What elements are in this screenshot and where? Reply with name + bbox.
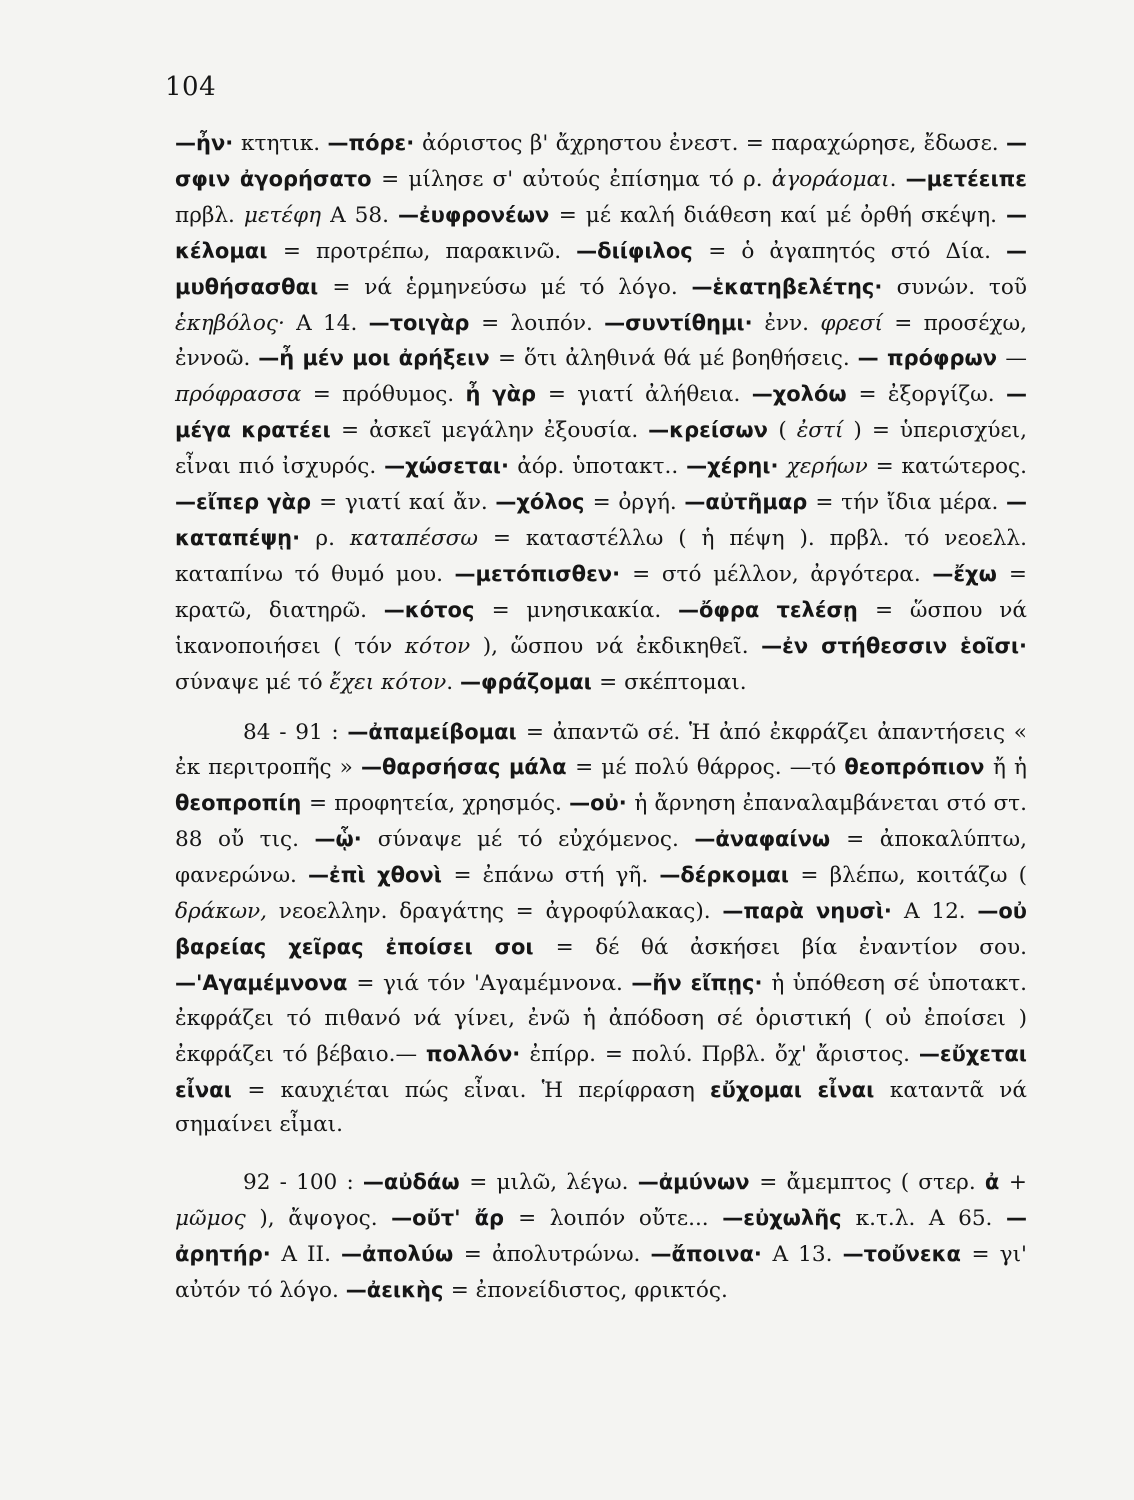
gloss-text: = ὁ ἀγαπητός στό Δία.	[708, 238, 1006, 264]
gloss-text: ἤ ἡ	[993, 755, 1027, 781]
lemma-term: —αὐτῆμαρ	[684, 490, 816, 515]
commentary-paragraph	[175, 126, 1027, 701]
lemma-term: —εὔχεται εἶναι	[175, 1041, 1027, 1102]
gloss-text: = νά ἑρμηνεύσω μέ τό λόγο.	[332, 274, 692, 300]
lemma-term: —δέρκομαι	[659, 863, 801, 888]
gloss-text: = ὥσπου νά ἱκανοποιήσει ( τόν	[175, 597, 1027, 659]
lemma-term: —ἀμύνων	[637, 1169, 760, 1194]
lemma-term: ἦ γὰρ	[465, 382, 548, 407]
lemma-term: —κρείσων	[648, 418, 779, 443]
commentary-body	[175, 126, 1027, 1330]
gloss-text: κτητικ.	[241, 131, 328, 156]
gloss-text: ἀόριστος β' ἄχρηστου ἐνεστ. = παραχώρησε, ἔδωσε.	[422, 131, 1006, 156]
italic-form: κότον	[404, 633, 471, 659]
gloss-text: = μέ πολύ θάρρος. —τό	[575, 755, 845, 781]
lemma-term: —θαρσήσας μάλα	[360, 755, 576, 780]
italic-form: ἔχει κότον	[329, 669, 447, 695]
gloss-text: = πρόθυμος.	[301, 382, 466, 408]
gloss-text: κ.τ.λ. Α 65.	[855, 1205, 1006, 1231]
italic-form: ἐστί	[796, 418, 844, 444]
gloss-text: = λοιπόν.	[481, 310, 605, 336]
gloss-text: = γι' αὐτόν τό λόγο.	[175, 1241, 1027, 1303]
lemma-term: —ἦν·	[175, 131, 241, 155]
lemma-term: εὔχομαι εἶναι	[709, 1077, 890, 1102]
gloss-text: = ὅτι ἀληθινά θά μέ βοηθήσεις.	[497, 346, 858, 372]
lemma-term: —ὄφρα τελέσῃ	[677, 597, 876, 622]
gloss-text: Α 58.	[321, 202, 398, 228]
gloss-text: σύναψε μέ τό	[175, 669, 330, 695]
lemma-term: θεοπρόπιον	[844, 755, 994, 780]
italic-form: φρεσί	[820, 310, 883, 336]
lemma-term: —εἴπερ γὰρ	[175, 490, 320, 515]
gloss-text: ἐπίρρ. = πολύ. Πρβλ. ὄχ' ἄριστος.	[529, 1041, 919, 1067]
lemma-term: —παρὰ νηυσὶ·	[722, 899, 905, 924]
italic-form: μετέφη	[243, 202, 322, 228]
gloss-text: = ἐξοργίζω.	[858, 382, 1006, 408]
lemma-term: —ἦ μέν μοι ἀρήξειν	[258, 346, 498, 371]
lemma-term: —χολόω	[751, 382, 859, 407]
lemma-term: —χέρηι·	[686, 454, 787, 479]
lemma-term: —ἀναφαίνω	[694, 827, 847, 852]
gloss-text: = προφητεία, χρησμός.	[309, 791, 570, 817]
lemma-term: —σφιν ἀγορήσατο	[175, 131, 1027, 191]
gloss-text: .	[889, 166, 906, 192]
gloss-text: = δέ θά ἀσκήσει βία ἐναντίον σου.	[555, 934, 1027, 960]
gloss-text: = γιά τόν 'Αγαμέμνονα.	[356, 970, 632, 996]
italic-form: ἀγοράομαι	[771, 166, 890, 192]
gloss-text: σύναψε μέ τό εὐχόμενος.	[377, 827, 695, 853]
gloss-text: Α 12.	[904, 899, 978, 925]
lemma-term: —ᾧ·	[314, 827, 378, 852]
italic-form: καταπέσσω	[349, 525, 478, 551]
gloss-text: Α 14.	[284, 310, 369, 336]
gloss-text: —	[1005, 346, 1027, 372]
lemma-term: —συντίθημι·	[604, 310, 765, 335]
gloss-text: καταντᾶ νά σημαίνει εἶμαι.	[175, 1077, 1027, 1138]
italic-form: ἑκηβόλος·	[175, 310, 285, 336]
gloss-text: = κρατῶ, διατηρῶ.	[175, 561, 1027, 623]
gloss-text: = προσέχω, ἐννοῶ.	[175, 310, 1027, 372]
lemma-term: —τοιγὰρ	[368, 310, 482, 335]
italic-form: μῶμος	[175, 1205, 246, 1231]
gloss-text: = καταστέλλω ( ἡ πέψη ). πρβλ. τό νεοελλ. καταπίνω τό θυμό μου.	[175, 525, 1027, 587]
lemma-term: —τοὔνεκα	[842, 1241, 972, 1266]
gloss-text: +	[1008, 1169, 1027, 1195]
gloss-text: ἡ ὑπόθεση σέ ὑποτακτ. ἐκφράζει τό πιθανό νά γίνει, ἐνῶ ἡ ἀπόδοση σέ ὁριστική ( οὐ ἐποίσει ) ἐκφράζει τό βέβαιο.—	[175, 970, 1027, 1067]
gloss-text: = ἄμεμπτος ( στερ.	[759, 1169, 985, 1195]
gloss-text: = μέ καλή διάθεση καί μέ ὀρθή σκέψη.	[558, 202, 1006, 228]
lemma-term: θεοπροπίη	[175, 791, 309, 816]
lemma-term: —οὐ βαρείας χεῖρας ἐποίσει σοι	[175, 899, 1027, 959]
lemma-term: πολλόν·	[425, 1041, 530, 1066]
page-number: 104	[165, 72, 217, 102]
gloss-text: νεοελλην. δραγάτης = ἀγροφύλακας).	[267, 899, 723, 925]
gloss-text: = καυχιέται πώς εἶναι. Ἡ περίφραση	[247, 1077, 710, 1103]
gloss-text: (	[778, 418, 797, 444]
lemma-term: —ἐν στήθεσσιν ἑοῖσι·	[761, 633, 1027, 658]
gloss-text: = σκέπτομαι.	[599, 669, 747, 695]
gloss-text: ἐνν.	[764, 310, 821, 336]
lemma-term: —χώσεται·	[384, 454, 518, 479]
gloss-text: = ἀπολυτρώνω.	[463, 1241, 651, 1267]
gloss-text: = ἐπονείδιστος, φρικτός.	[450, 1277, 728, 1303]
lemma-term: —κέλομαι	[175, 202, 1027, 263]
gloss-text: Α ΙΙ.	[281, 1241, 342, 1267]
lemma-term: — πρόφρων	[857, 346, 1006, 371]
italic-form: χερήων	[786, 454, 868, 480]
lemma-term: —μέγα κρατέει	[175, 382, 1027, 443]
gloss-text: = προτρέπω, παρακινῶ.	[282, 238, 577, 264]
gloss-text: ἀόρ. ὑποτακτ..	[517, 454, 687, 480]
gloss-text: .	[446, 669, 461, 695]
gloss-text: = γιατί ἀλήθεια.	[547, 382, 752, 408]
lemma-term: —'Αγαμέμνονα	[175, 970, 357, 995]
gloss-text: = ἀπαντῶ σέ. Ἡ ἀπό ἐκφράζει ἀπαντήσεις « ἐκ περιτροπῆς »	[175, 719, 1027, 781]
gloss-text: ) = ὑπερισχύει, εἶναι πιό ἰσχυρός.	[175, 418, 1028, 480]
gloss-text: Α 13.	[772, 1241, 843, 1267]
lemma-term: —φράζομαι	[460, 669, 600, 694]
lemma-term: —ἔχω	[932, 561, 1009, 586]
lemma-term: —ἐπὶ χθονὶ	[308, 863, 454, 888]
gloss-text: = ὀργή.	[592, 490, 685, 516]
gloss-text: = κατώτερος.	[867, 454, 1027, 480]
lemma-term: —κότος	[383, 597, 492, 622]
gloss-text: = ἀποκαλύπτω, φανερώνω.	[175, 827, 1028, 889]
lemma-term: —μυθήσασθαι	[175, 238, 1027, 299]
italic-form: δράκων,	[175, 899, 268, 925]
gloss-text: = βλέπω, κοιτάζω (	[800, 863, 1027, 889]
lemma-term: —ἀπολύω	[341, 1241, 464, 1266]
lemma-term: —χόλος	[495, 490, 593, 515]
gloss-text: = μνησικακία.	[491, 597, 678, 623]
lemma-term: —ἤν εἴπῃς·	[631, 970, 772, 995]
lemma-term: —διίφιλος	[576, 238, 709, 263]
lemma-term: —πόρε·	[327, 131, 422, 155]
lemma-term: —οὔτ' ἄρ	[391, 1205, 519, 1230]
lemma-term: —ἀεικὴς	[345, 1277, 451, 1302]
commentary-paragraph	[175, 715, 1027, 1144]
lemma-term: —ἀρητήρ·	[175, 1205, 1027, 1266]
commentary-paragraph	[175, 1165, 1027, 1309]
gloss-text: = τήν ἴδια μέρα.	[815, 490, 1006, 516]
gloss-text: = μιλῶ, λέγω.	[469, 1169, 638, 1195]
lemma-term: —ἐυφρονέων	[397, 202, 559, 227]
gloss-text: = μίλησε σ' αὐτούς ἐπίσημα τό ρ.	[381, 166, 772, 192]
lemma-term: —εὐχωλῆς	[722, 1205, 856, 1230]
gloss-text: συνών. τοῦ	[896, 274, 1027, 300]
gloss-text: = γιατί καί ἄν.	[319, 490, 496, 516]
gloss-text: = λοιπόν οὔτε...	[518, 1205, 723, 1231]
gloss-text: 92 - 100 :	[243, 1169, 363, 1195]
gloss-text: = στό μέλλον, ἀργότερα.	[632, 561, 933, 587]
gloss-text: 84 - 91 :	[243, 719, 348, 745]
lemma-term: —ἑκατηβελέτης·	[691, 274, 897, 299]
lemma-term: —ἄποινα·	[650, 1241, 773, 1266]
lemma-term: ἀ	[984, 1169, 1009, 1194]
lemma-term: —αὐδάω	[362, 1169, 470, 1194]
lemma-term: —ἀπαμείβομαι	[347, 719, 526, 744]
gloss-text: πρβλ.	[175, 202, 244, 228]
lemma-term: —μετέειπε	[905, 166, 1027, 191]
gloss-text: ρ.	[315, 525, 350, 551]
gloss-text: ἡ ἄρνηση ἐπαναλαμβάνεται στό στ. 88 οὔ τις.	[175, 791, 1027, 853]
gloss-text: = ἐπάνω στή γῆ.	[453, 863, 660, 889]
gloss-text: ), ἄψογος.	[245, 1205, 392, 1231]
lemma-term: —οὐ·	[569, 791, 635, 816]
italic-form: πρόφρασσα	[175, 382, 302, 408]
gloss-text: ), ὥσπου νά ἐκδικηθεῖ.	[470, 633, 762, 659]
lemma-term: —μετόπισθεν·	[454, 561, 633, 586]
gloss-text: = ἀσκεῖ μεγάλην ἐξουσία.	[341, 418, 649, 444]
lemma-term: —καταπέψῃ·	[175, 490, 1027, 550]
